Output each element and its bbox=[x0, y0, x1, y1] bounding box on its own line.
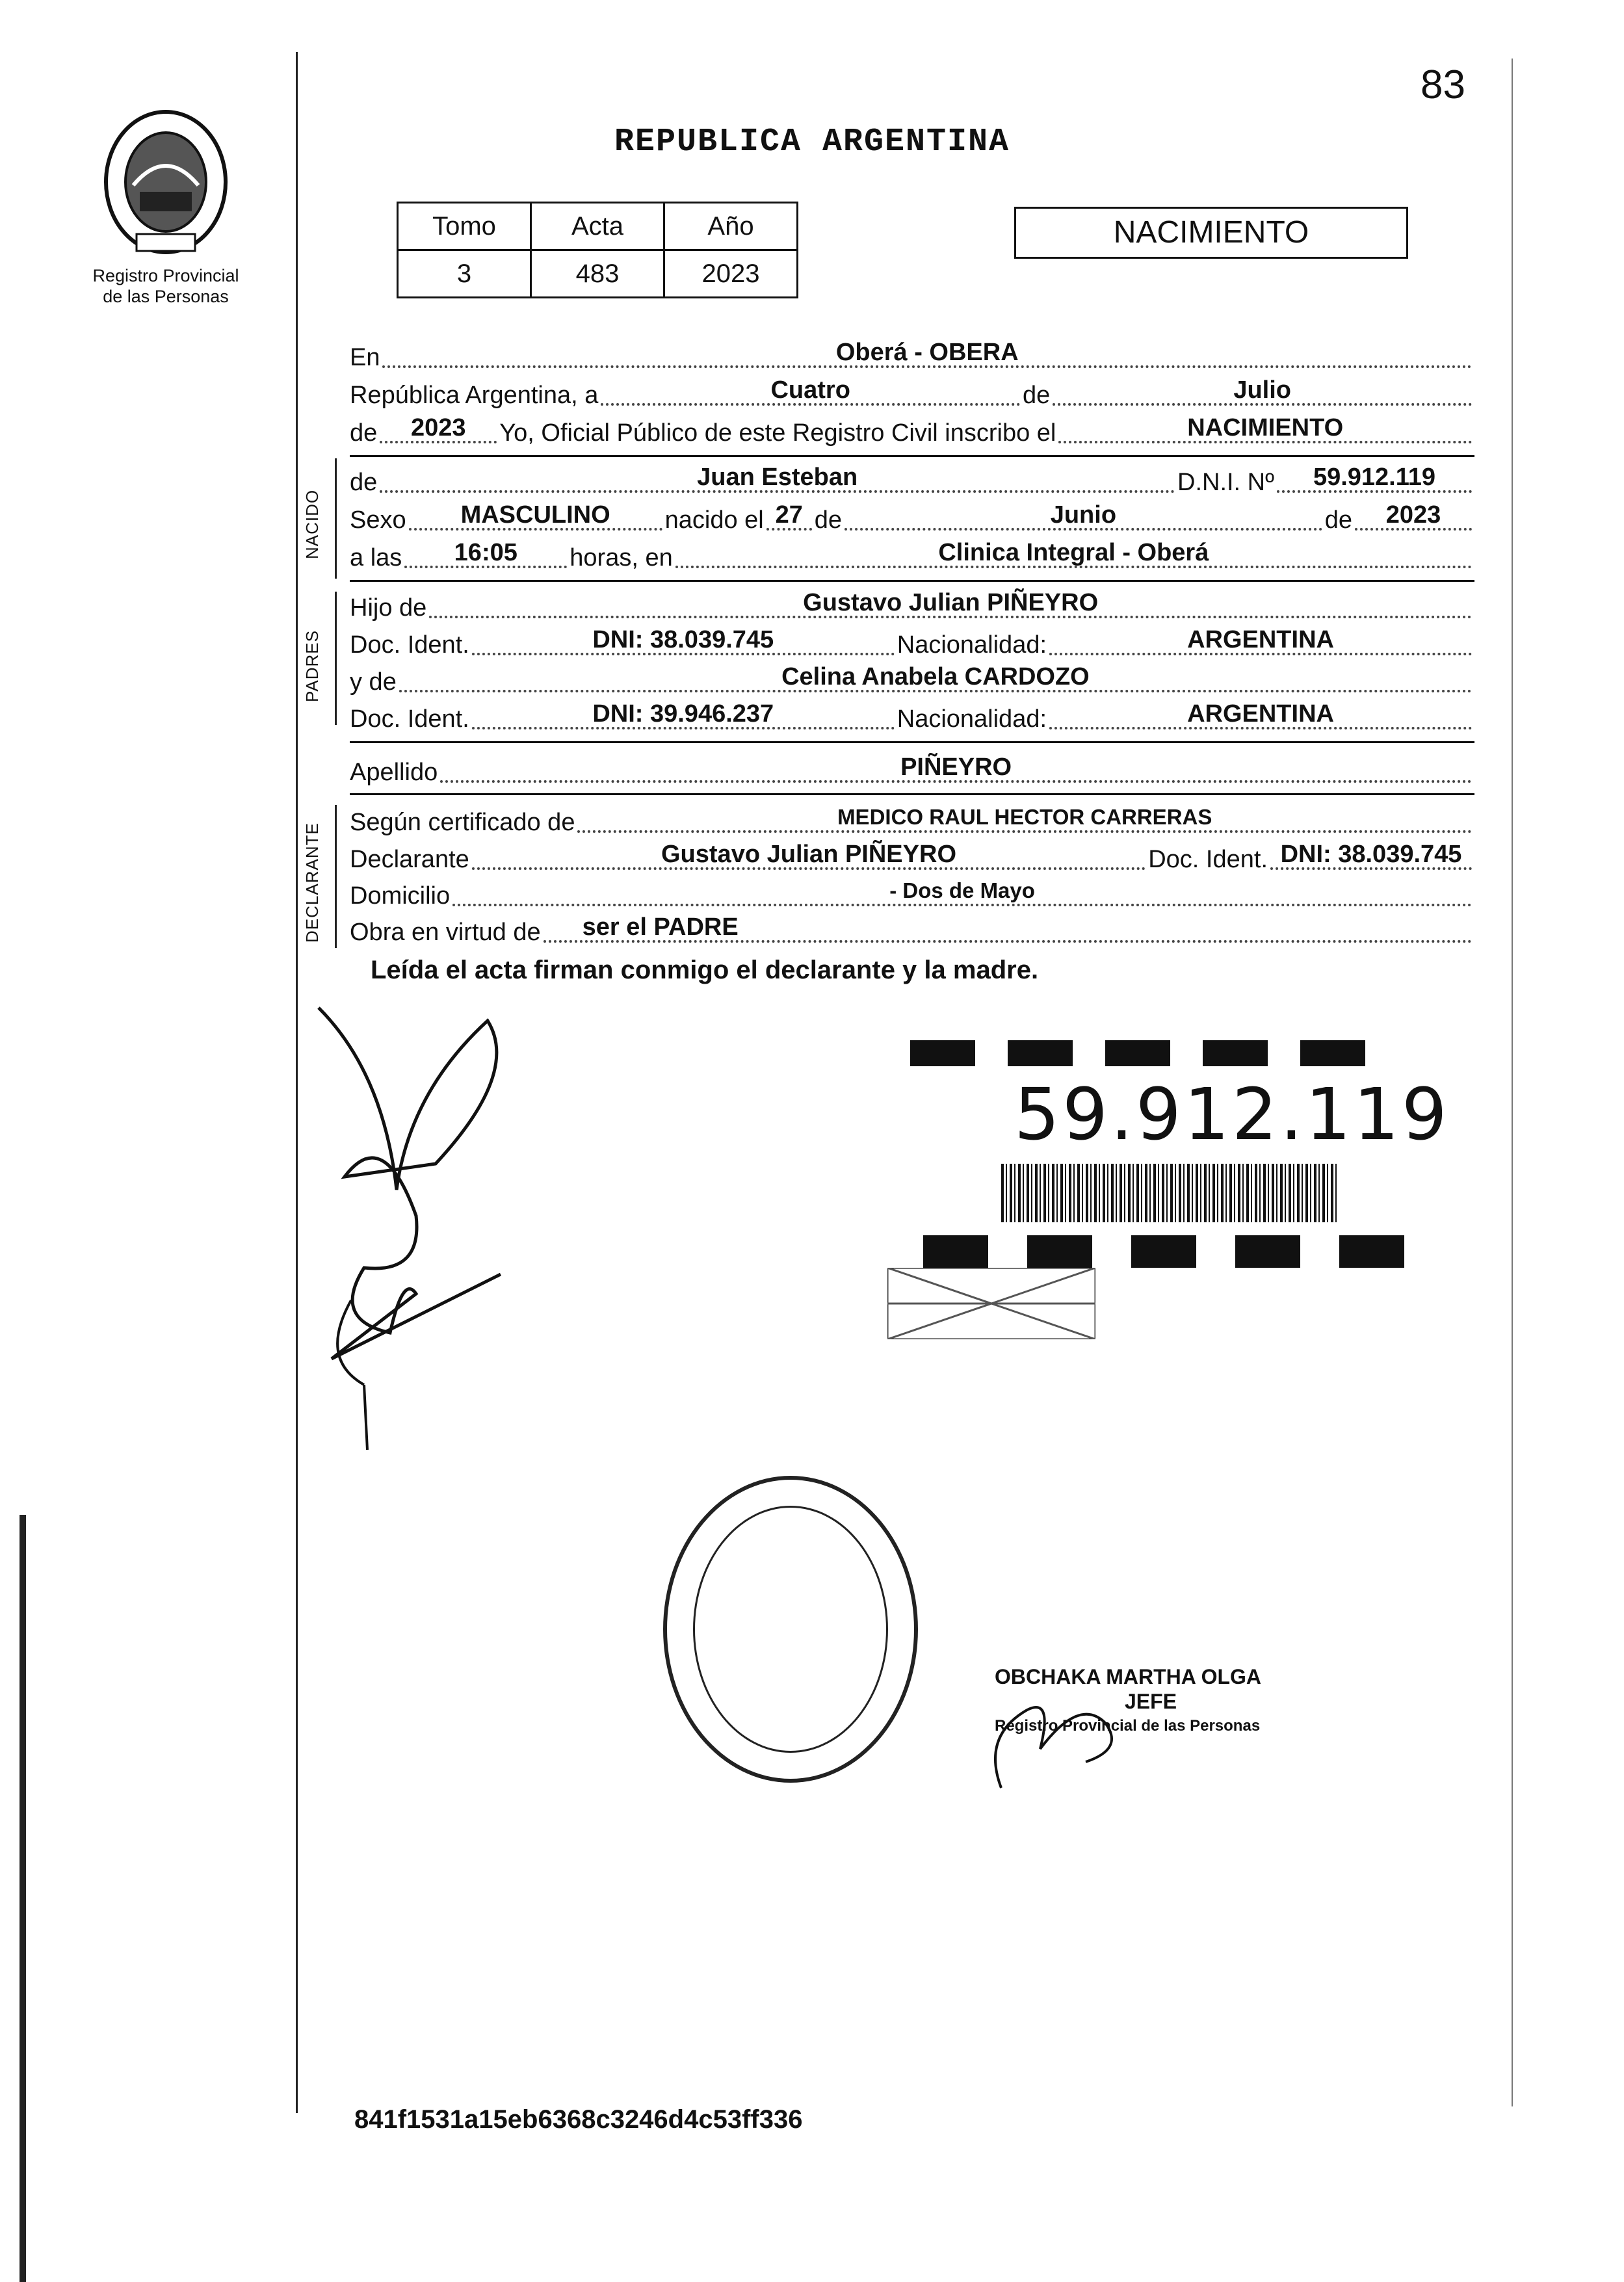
document-hash: 841f1531a15eb6368c3246d4c53ff336 bbox=[354, 2105, 803, 2134]
nacido-section-label: NACIDO bbox=[302, 489, 322, 559]
yo-text: Yo, Oficial Público de este Registro Civil inscribo el bbox=[499, 419, 1056, 447]
de-label: de bbox=[1023, 382, 1051, 409]
signature-officer bbox=[975, 1684, 1144, 1794]
de2-label: de bbox=[350, 419, 378, 447]
cert-label: Según certificado de bbox=[350, 809, 575, 836]
hijo-label: Hijo de bbox=[350, 594, 427, 622]
tomo-value: 3 bbox=[398, 250, 531, 298]
signature-declarante bbox=[306, 995, 553, 1463]
declarante-section-label: DECLARANTE bbox=[302, 822, 322, 943]
declarante-name: Gustavo Julian PIÑEYRO bbox=[661, 841, 956, 868]
nacido-bracket bbox=[335, 458, 337, 579]
obra-label: Obra en virtud de bbox=[350, 919, 541, 946]
certificate-type: NACIMIENTO bbox=[1014, 207, 1408, 259]
row-date bbox=[350, 376, 1474, 412]
month-value: Julio bbox=[1233, 376, 1291, 404]
tomo-header: Tomo bbox=[398, 203, 531, 250]
separator bbox=[350, 793, 1474, 795]
stamp-dni-number: 59.912.119 bbox=[1014, 1073, 1450, 1156]
republica-label: República Argentina, a bbox=[350, 382, 599, 409]
child-name: Juan Esteban bbox=[697, 464, 858, 491]
obra-value: ser el PADRE bbox=[582, 913, 739, 941]
official-seal bbox=[663, 1476, 918, 1783]
doc-label: Doc. Ident. bbox=[350, 631, 469, 659]
nacido-el-label: nacido el bbox=[664, 506, 764, 534]
day-value: Cuatro bbox=[770, 376, 850, 404]
horas-label: horas, en bbox=[570, 544, 673, 571]
domicilio-label: Domicilio bbox=[350, 882, 451, 910]
cert-value: MEDICO RAUL HECTOR CARRERAS bbox=[837, 805, 1212, 829]
declarante-bracket bbox=[335, 805, 337, 948]
father-nationality: ARGENTINA bbox=[1187, 626, 1334, 653]
de-label: de bbox=[1324, 506, 1352, 534]
page-number: 83 bbox=[1421, 62, 1465, 107]
officer-role: JEFE bbox=[1125, 1690, 1177, 1713]
year-value: 2023 bbox=[411, 414, 466, 441]
separator bbox=[350, 580, 1474, 582]
row-father-doc bbox=[350, 625, 1474, 662]
row-apellido bbox=[350, 753, 1474, 789]
nacionalidad-label: Nacionalidad: bbox=[897, 705, 1047, 733]
de-label: de bbox=[814, 506, 843, 534]
birth-time: 16:05 bbox=[454, 539, 517, 566]
birth-day: 27 bbox=[775, 501, 803, 529]
padres-section-label: PADRES bbox=[302, 630, 322, 702]
doc-label: Doc. Ident. bbox=[350, 705, 469, 733]
separator bbox=[350, 741, 1474, 743]
dni-label: D.N.I. Nº bbox=[1177, 469, 1274, 496]
padres-bracket bbox=[335, 592, 337, 725]
declarante-doc: DNI: 38.039.745 bbox=[1280, 841, 1462, 868]
page-edge-line bbox=[20, 1515, 26, 2282]
declarante-label: Declarante bbox=[350, 846, 469, 873]
yde-label: y de bbox=[350, 668, 397, 696]
closing-statement: Leída el acta firman conmigo el declarante y la madre. bbox=[371, 956, 1039, 984]
apellido-value: PIÑEYRO bbox=[900, 754, 1012, 781]
registry-table bbox=[397, 202, 798, 298]
row-father bbox=[350, 588, 1474, 625]
en-label: En bbox=[350, 344, 380, 371]
row-mother-doc bbox=[350, 700, 1474, 736]
acta-value: 483 bbox=[531, 250, 664, 298]
father-doc: DNI: 38.039.745 bbox=[592, 626, 774, 653]
row-sexo bbox=[350, 501, 1474, 537]
logo-caption-2: de las Personas bbox=[103, 287, 229, 306]
alas-label: a las bbox=[350, 544, 402, 571]
inscribe-value: NACIMIENTO bbox=[1187, 414, 1344, 441]
sexo-value: MASCULINO bbox=[460, 501, 610, 529]
security-hologram bbox=[887, 1268, 1095, 1339]
apellido-label: Apellido bbox=[350, 759, 438, 786]
doc-label: Doc. Ident. bbox=[1148, 846, 1268, 873]
mother-doc: DNI: 39.946.237 bbox=[592, 700, 774, 728]
row-domicilio bbox=[350, 876, 1474, 913]
anio-header: Año bbox=[664, 203, 798, 250]
right-margin-line bbox=[1512, 59, 1513, 2106]
nacionalidad-label: Nacionalidad: bbox=[897, 631, 1047, 659]
father-name: Gustavo Julian PIÑEYRO bbox=[803, 589, 1099, 616]
birth-place: Clinica Integral - Oberá bbox=[938, 539, 1209, 566]
row-time bbox=[350, 538, 1474, 575]
birth-month: Junio bbox=[1050, 501, 1117, 529]
acta-header: Acta bbox=[531, 203, 664, 250]
birth-year: 2023 bbox=[1385, 501, 1441, 529]
mother-nationality: ARGENTINA bbox=[1187, 700, 1334, 728]
row-mother bbox=[350, 662, 1474, 699]
row-name bbox=[350, 463, 1474, 499]
seal-inner-ring bbox=[693, 1506, 888, 1753]
row-year bbox=[350, 413, 1474, 450]
anio-value: 2023 bbox=[664, 250, 798, 298]
document-title: REPUBLICA ARGENTINA bbox=[614, 124, 1010, 161]
row-cert bbox=[350, 803, 1474, 839]
officer-org: Registro Provincial de las Personas bbox=[995, 1717, 1261, 1735]
row-obra bbox=[350, 913, 1474, 949]
row-declarante bbox=[350, 840, 1474, 876]
logo-caption-1: Registro Provincial bbox=[92, 266, 239, 285]
separator bbox=[350, 455, 1474, 457]
barcode bbox=[1001, 1164, 1339, 1222]
city-value: Oberá - OBERA bbox=[835, 339, 1019, 366]
sexo-label: Sexo bbox=[350, 506, 406, 534]
domicilio-value: - Dos de Mayo bbox=[889, 878, 1035, 902]
row-en bbox=[350, 338, 1474, 374]
left-margin-line bbox=[296, 52, 298, 2113]
officer-name: OBCHAKA MARTHA OLGA bbox=[995, 1665, 1262, 1688]
mother-name: Celina Anabela CARDOZO bbox=[781, 663, 1090, 690]
de-label: de bbox=[350, 469, 378, 496]
child-dni: 59.912.119 bbox=[1313, 464, 1436, 491]
security-pattern-top bbox=[897, 1034, 1469, 1073]
